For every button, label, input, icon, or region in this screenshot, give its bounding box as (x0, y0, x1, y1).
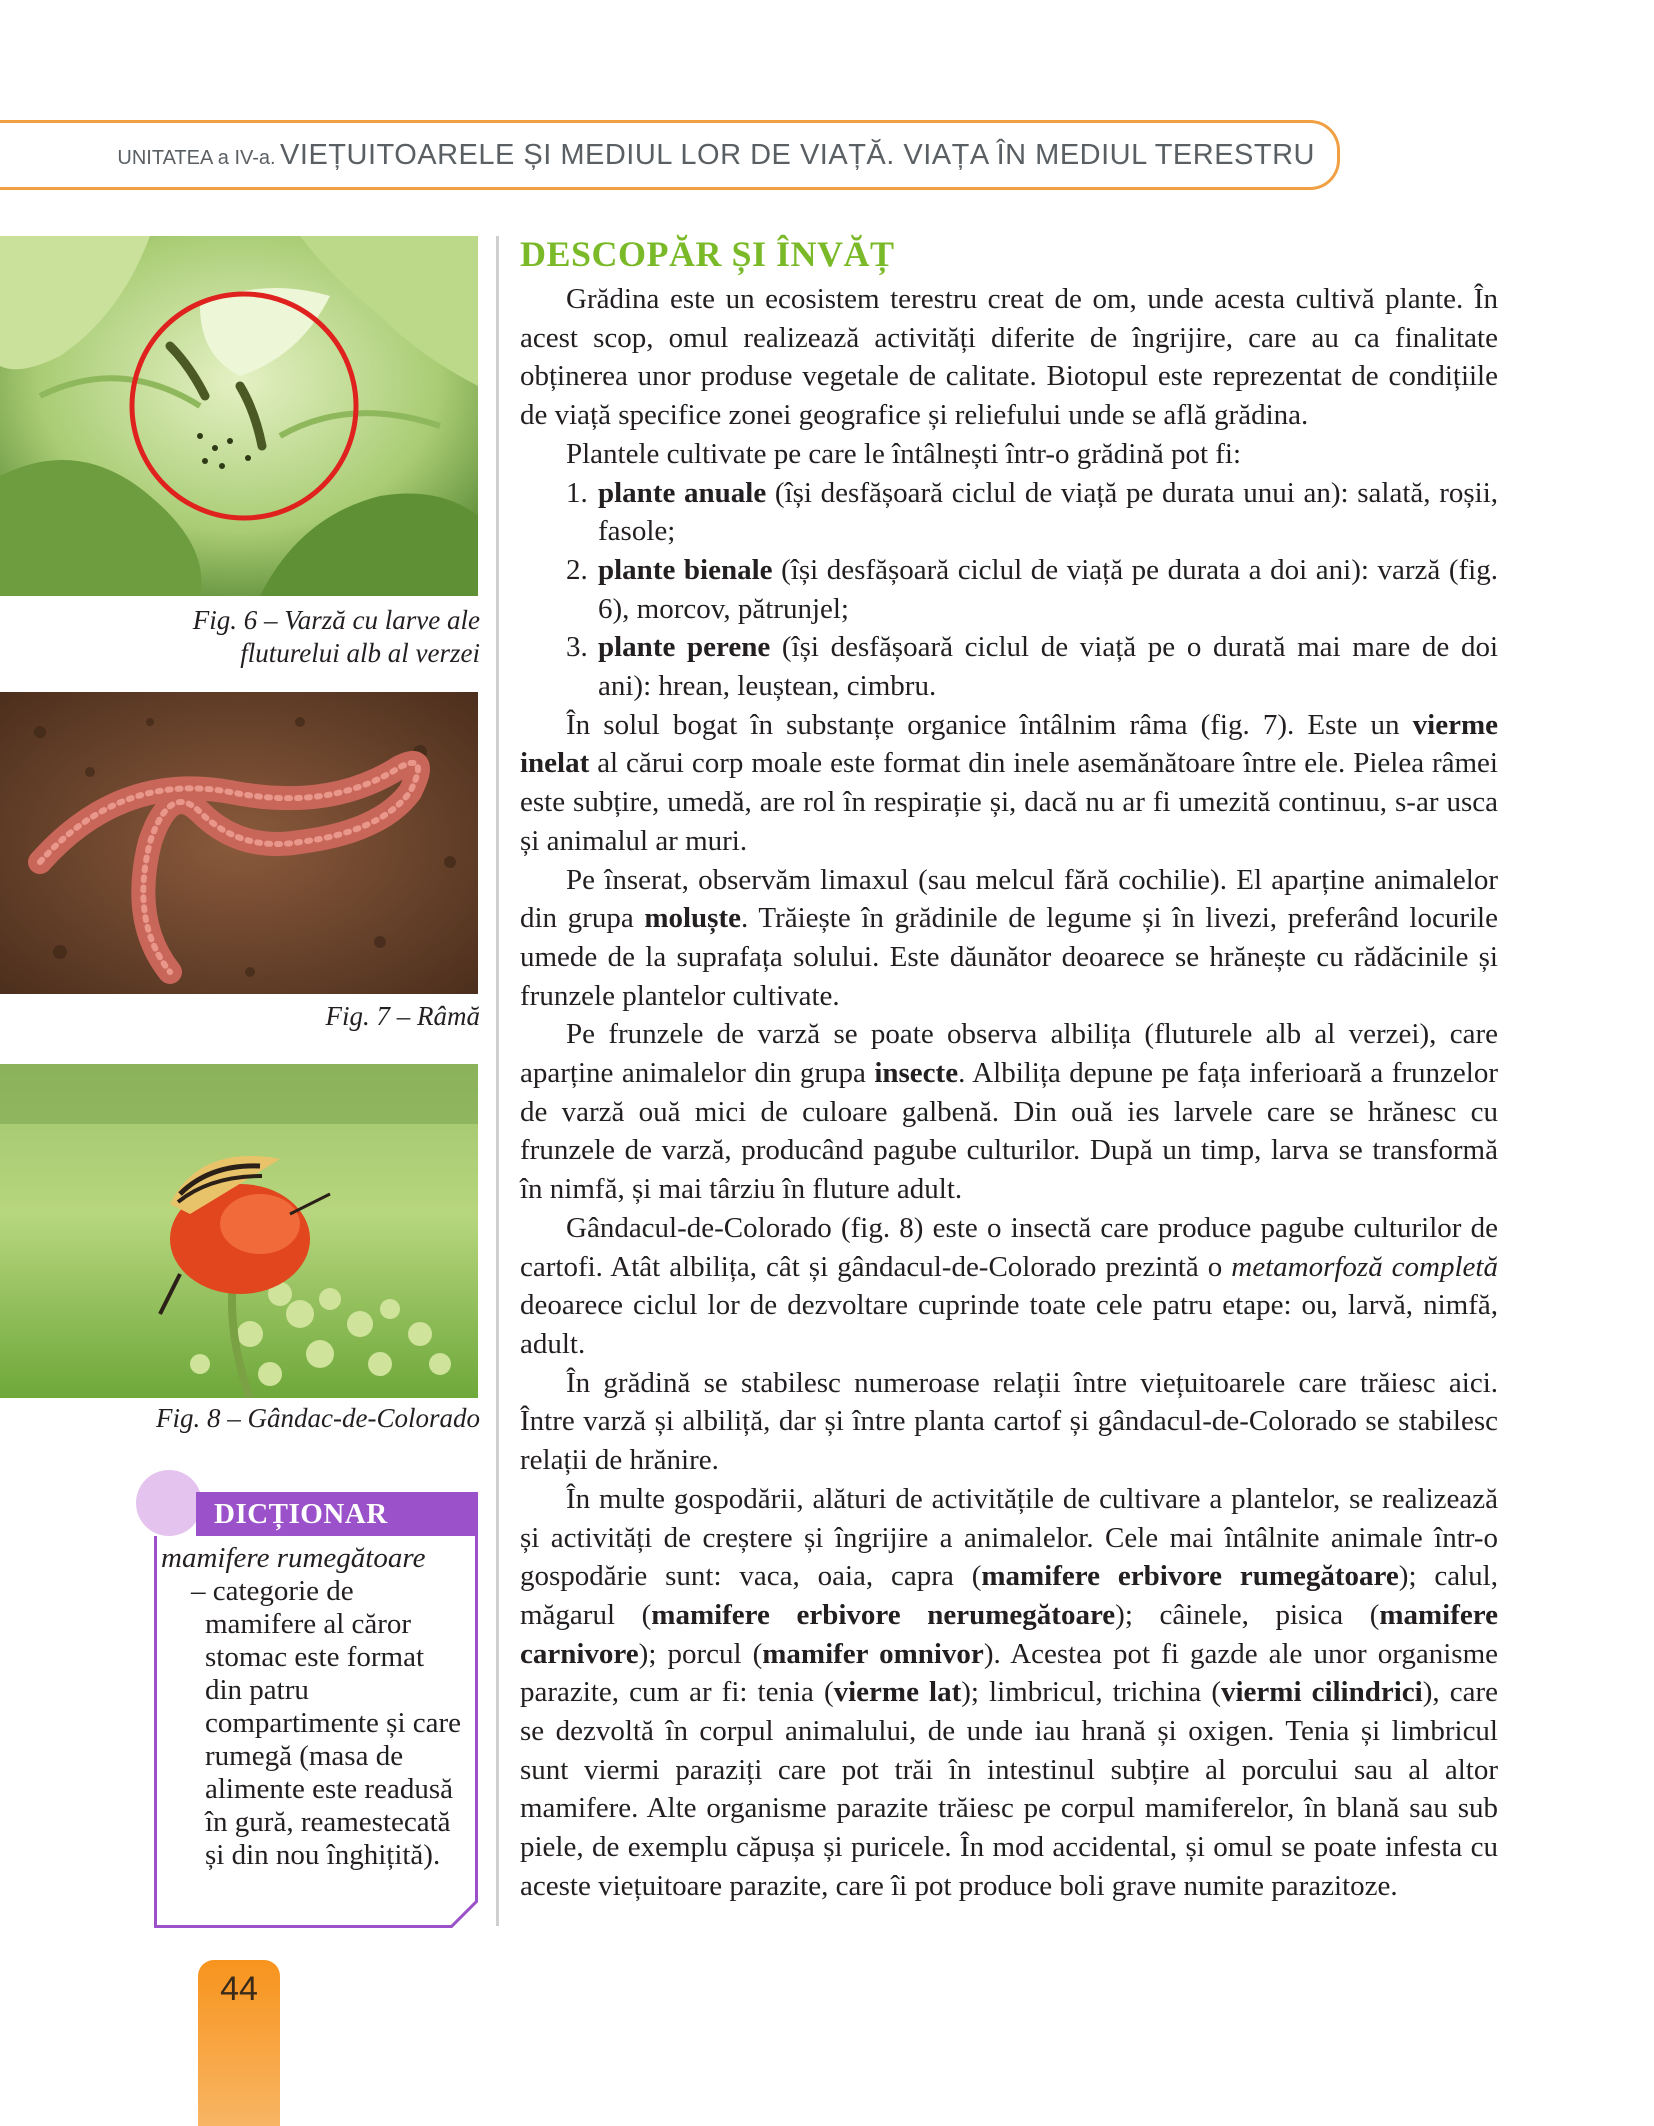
text-span: ); câinele, pisica ( (1115, 1598, 1380, 1631)
list-item (520, 628, 1498, 705)
dictionary-term: mamifere rumegătoare (161, 1542, 426, 1574)
dictionary-title: DICȚIONAR (214, 1498, 388, 1530)
text-span: În multe gospodării, alături de activitățile de cultivare a plantelor, se realizează și activități de creștere și îngrijire a animalelor. Cele mai întâlnite animale într-o gospodărie sunt: vaca, oaia, capra ( (520, 1482, 1498, 1593)
paragraph-cabbage-butterfly (520, 1015, 1498, 1209)
dictionary-definition: – categorie de mamifere al căror stomac este format din patru compartimente și care rumegă (masa de alimente este readusă în gură, reamestecată și din nou înghițită). (191, 1575, 462, 1871)
paragraph-plants-intro: Plantele cultivate pe care le întâlnești într-o grădină pot fi: (566, 437, 1242, 470)
list-term: plante anuale (598, 476, 767, 509)
fig6-caption (193, 604, 480, 670)
list-text: (își desfășoară ciclul de viață pe durata a doi ani): varză (fig. 6), morcov, pătrunjel; (598, 553, 1498, 625)
fig7-caption (326, 1000, 481, 1033)
page-number: 44 (220, 1970, 258, 2008)
text-span: Pe înserat, observăm limaxul (sau melcul fără cochilie). El aparține animalelor din grupa (520, 863, 1498, 935)
fig6-caption-line1: Fig. 6 – Varză cu larve ale (192, 605, 480, 635)
paragraph-earthworm (520, 706, 1498, 861)
bold-term: insecte (874, 1057, 959, 1090)
text-span: ); calul, măgarul ( (520, 1560, 1498, 1631)
fig7-caption-line1: Fig. 7 – Râmă (325, 1001, 480, 1031)
bold-term: mamifer omnivor (762, 1637, 984, 1670)
list-number: 2. (566, 553, 588, 586)
text-span: ); porcul ( (638, 1637, 763, 1670)
unit-prefix: UNITATEA a IV-a. (117, 147, 276, 169)
list-item (520, 551, 1498, 628)
italic-term: metamorfoză completă (1231, 1250, 1498, 1283)
bold-term: vierme inelat (520, 708, 1498, 780)
bold-term: vierme lat (833, 1676, 962, 1709)
list-number: 1. (566, 476, 588, 509)
text-span: În solul bogat în substanțe organice întâlnim râma (fig. 7). Este un (566, 708, 1413, 741)
list-number: 3. (566, 631, 588, 664)
text-span: . Trăiește în grădinile de legume și în livezi, preferând locurile umede de la suprafața solului. Este dăunător deoarece se hrănește cu rădăcinile și frunzele plantelor cultivate. (520, 902, 1498, 1012)
fig8-caption-line1: Fig. 8 – Gândac-de-Colorado (156, 1403, 480, 1433)
text-span: ). Acestea pot fi gazde ale unor organisme parazite, cum ar fi: tenia ( (520, 1637, 1499, 1709)
fig7-earthworm-image (0, 692, 478, 994)
dictionary-entry (161, 1542, 467, 1872)
text-span: . Albilița depune pe fața inferioară a frunzelor de varză ouă mici de culoare galbenă. Din ouă ies larvele care se hrănesc cu frunzele de varză, producând pagube culturilor. După un timp, larva se transformă în nimfă, și mai târziu în fluture adult. (520, 1057, 1498, 1206)
dictionary-corner-fold (450, 1900, 478, 1928)
bold-term: moluște (644, 902, 742, 935)
page-number-tab (198, 1960, 280, 2126)
list-term: plante bienale (598, 553, 773, 586)
main-content (520, 232, 1498, 1906)
bold-term: mamifere erbivore rumegătoare (981, 1560, 1399, 1593)
text-span: deoarece ciclul lor de dezvoltare cuprinde toate cele patru etape: ou, larvă, nimfă, adult. (520, 1289, 1498, 1360)
unit-header (0, 120, 1340, 190)
dictionary-circle-decoration (136, 1470, 202, 1536)
fig8-caption (156, 1402, 480, 1435)
list-text: (își desfășoară ciclul de viață pe durata unui an): salată, roșii, fasole; (598, 476, 1498, 548)
list-item (520, 474, 1498, 551)
paragraph-feeding-relations: În grădină se stabilesc numeroase relații între viețuitoarele care trăiesc aici. Între varză și albiliță, dar și între planta cartof și gândacul-de-Colorado se stabilesc relații de hrănire. (520, 1366, 1498, 1477)
section-title: DESCOPĂR ȘI ÎNVĂȚ (520, 234, 895, 274)
bold-term: mamifere carnivore (520, 1598, 1498, 1670)
text-span: ), care se dezvoltă în corpul animalului, de unde iau hrană și oxigen. Tenia și limbricul sunt viermi paraziți care pot trăi în intestinul subțire al porcului sau al altor mamifere. Alte organisme parazite trăiesc pe corpul mamiferelor, în blană sau sub piele, de exemplu căpușa și puricele. În mod accidental, și omul se poate infesta cu aceste viețuitoare parazite, care îi pot produce boli grave numite parazitoze. (520, 1676, 1498, 1902)
unit-title (117, 139, 1315, 172)
paragraph-garden-ecosystem: Grădina este un ecosistem terestru creat de om, unde acesta cultivă plante. În acest scop, omul realizează activități diferite de îngrijire, care au ca finalitate obținerea unor produse vegetale de calitate. Biotopul este reprezentat de condițiile de viață specifice zonei geografice și reliefului unde se află grădina. (520, 283, 1498, 432)
fig6-caption-line2: fluturelui alb al verzei (240, 638, 480, 668)
paragraph-colorado-beetle (520, 1209, 1498, 1364)
bold-term: mamifere erbivore nerumegătoare (651, 1598, 1116, 1631)
text-span: ); limbricul, trichina ( (961, 1676, 1221, 1709)
text-span: Pe frunzele de varză se poate observa albilița (fluturele alb al verzei), care aparține animalelor din grupa (520, 1018, 1498, 1090)
paragraph-domestic-animals (520, 1480, 1498, 1906)
fig6-cabbage-image (0, 236, 478, 596)
list-text: (își desfășoară ciclul de viață pe o durată mai mare de doi ani): hrean, leuștean, cimbru. (598, 631, 1498, 703)
plant-types-list (520, 474, 1498, 706)
bold-term: viermi cilindrici (1220, 1676, 1423, 1709)
unit-heading: VIEȚUITOARELE ȘI MEDIUL LOR DE VIAȚĂ. VIAȚA ÎN MEDIUL TERESTRU (280, 139, 1315, 171)
dictionary-header (196, 1492, 478, 1536)
paragraph-slug (520, 861, 1498, 1016)
column-divider (496, 236, 499, 1926)
text-span: Gândacul-de-Colorado (fig. 8) este o insectă care produce pagube culturilor de cartofi. Atât albilița, cât și gândacul-de-Colorado prezintă o (520, 1211, 1498, 1283)
dictionary-box (154, 1536, 478, 1928)
text-span: al cărui corp moale este format din inele asemănătoare între ele. Pielea râmei este subțire, umedă, are rol în respirație și, dacă nu ar fi umezită continuu, s-ar usca și animalul ar muri. (520, 747, 1498, 857)
list-term: plante perene (598, 631, 771, 664)
fig8-beetle-image (0, 1064, 478, 1398)
